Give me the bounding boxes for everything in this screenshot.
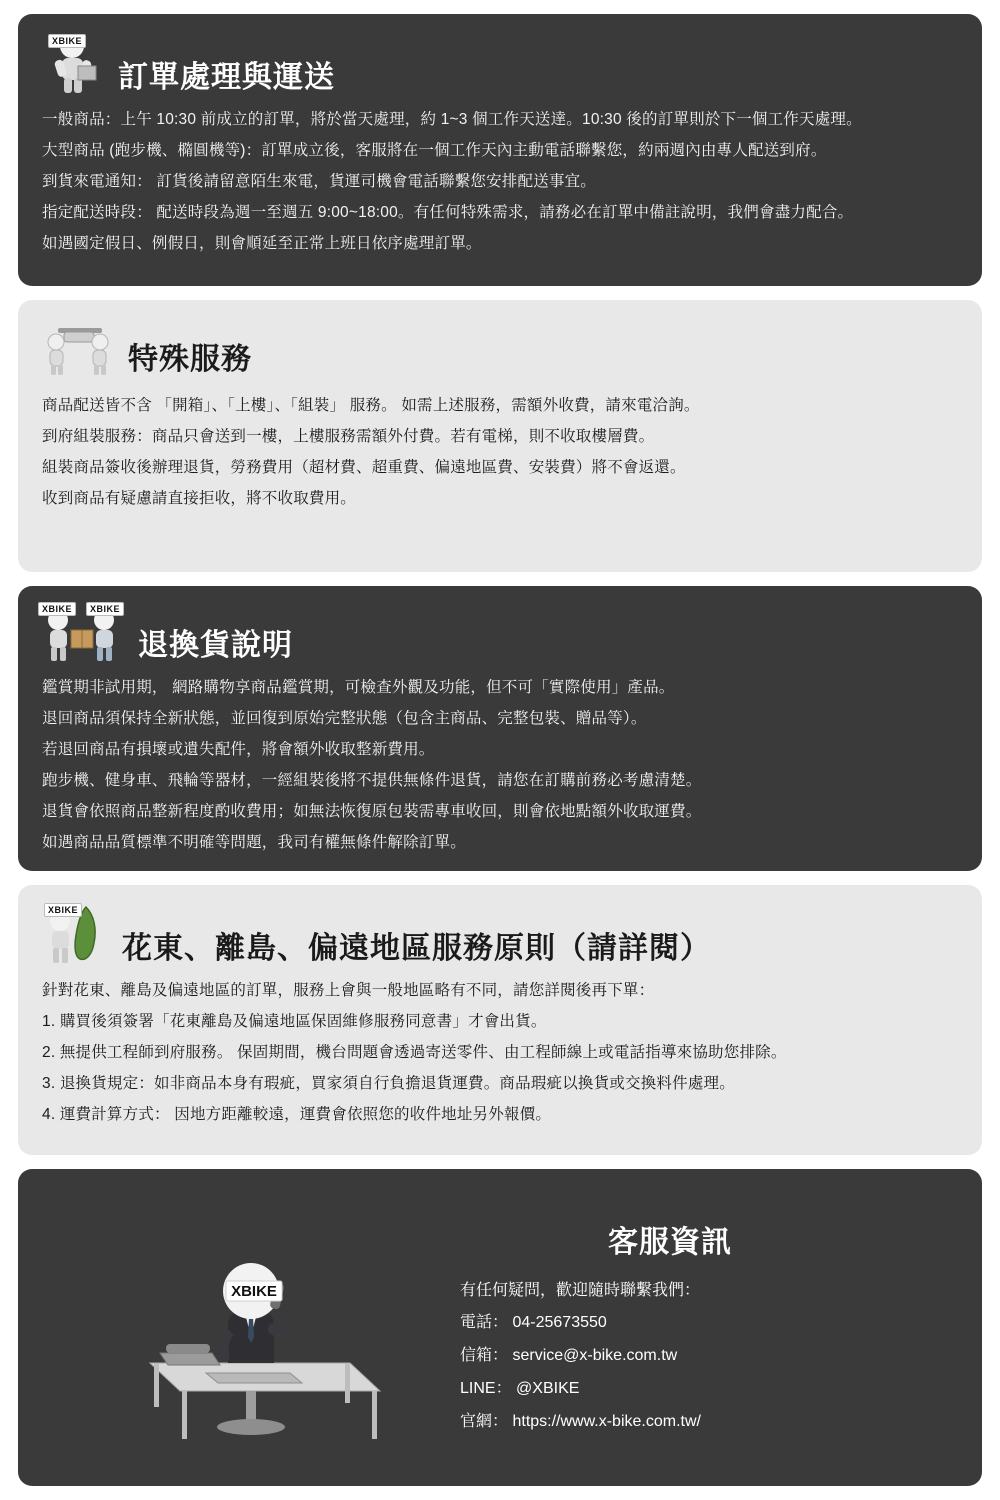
section-title: 訂單處理與運送: [118, 61, 335, 94]
contact-value: @XBIKE: [516, 1379, 580, 1397]
body-line: 大型商品 (跑步機、橢圓機等)：訂單成立後，客服將在一個工作天內主動電話聯繫您，約兩週內由專人配送到府。: [42, 142, 827, 159]
contact-row-website: [460, 1406, 880, 1439]
body-line: 退貨會依照商品整新程度酌收費用；如無法恢復原包裝需專車收回，則會依地點額外收取運費。: [42, 803, 702, 820]
body-line: 如遇國定假日、例假日，則會順延至正常上班日依序處理訂單。: [42, 235, 482, 252]
body-line: 一般商品：上午 10:30 前成立的訂單，將於當天處理，約 1~3 個工作天送達。10:30 後的訂單則於下一個工作天處理。: [42, 111, 862, 128]
section-header: [42, 318, 958, 376]
body-line: 針對花東、離島及偏遠地區的訂單，服務上會與一般地區略有不同，請您詳閱後再下單：: [42, 982, 655, 999]
section-title: 特殊服務: [128, 343, 252, 376]
body-line: 到府組裝服務：商品只會送到一樓，上樓服務需額外付費。若有電梯，則不收取樓層費。: [42, 428, 655, 445]
body-line: 1. 購買後須簽署「花東離島及偏遠地區保固維修服務同意書」才會出貨。: [42, 1013, 547, 1030]
contact-details: [460, 1217, 880, 1439]
section-title: 退換貨說明: [138, 629, 293, 662]
contact-value[interactable]: https://www.x-bike.com.tw/: [512, 1412, 701, 1430]
body-line: 若退回商品有損壞或遺失配件，將會額外收取整新費用。: [42, 741, 435, 758]
contact-value[interactable]: service@x-bike.com.tw: [512, 1347, 678, 1365]
section-remote-area: [18, 885, 982, 1155]
svg-text:XBIKE: XBIKE: [231, 1282, 277, 1300]
two-men-box-icon: [42, 604, 124, 662]
body-line: 到貨來電通知： 訂貨後請留意陌生來電，貨運司機會電話聯繫您安排配送事宜。: [42, 173, 597, 190]
body-line: 4. 運費計算方式： 因地方距離較遠，運費會依照您的收件地址另外報價。: [42, 1106, 552, 1123]
taiwan-map-icon: [42, 903, 108, 965]
section-header: [42, 903, 958, 965]
section-header: [42, 32, 958, 94]
section-contact: [18, 1169, 982, 1486]
section-body: [42, 975, 958, 1130]
body-line: 2. 無提供工程師到府服務。 保固期間，機台問題會透過寄送零件、由工程師線上或電話指導來協助您排除。: [42, 1044, 787, 1061]
section-body: [42, 390, 958, 514]
body-line: 如遇商品品質標準不明確等問題，我司有權無條件解除訂單。: [42, 834, 466, 851]
contact-label: 電話：: [460, 1314, 509, 1332]
contact-label: 信箱：: [460, 1347, 509, 1365]
brand-badge-secondary: XBIKE: [86, 602, 124, 616]
section-body: [42, 672, 958, 858]
section-title: 花東、離島、偏遠地區服務原則（請詳閱）: [122, 932, 711, 965]
section-shipping: [18, 14, 982, 286]
body-line: 收到商品有疑慮請直接拒收，將不收取費用。: [42, 490, 357, 507]
section-header: [42, 604, 958, 662]
section-special-service: [18, 300, 982, 572]
contact-label: 官網：: [460, 1412, 509, 1430]
contact-value: 04-25673550: [512, 1314, 607, 1332]
brand-badge: XBIKE: [48, 34, 86, 48]
body-line: 鑑賞期非試用期， 網路購物享商品鑑賞期，可檢查外觀及功能，但不可「實際使用」產品。: [42, 679, 675, 696]
contact-row-phone: [460, 1307, 880, 1340]
body-line: 商品配送皆不含 「開箱」、「上樓」、「組裝」 服務。 如需上述服務，需額外收費，請來電洽詢。: [42, 397, 700, 414]
contact-row-line: [460, 1373, 880, 1406]
contact-title: 客服資訊: [608, 1225, 732, 1259]
body-line: 3. 退換貨規定：如非商品本身有瑕疵，買家須自行負擔退貨運費。商品瑕疵以換貨或交換料件處理。: [42, 1075, 735, 1092]
section-return-policy: [18, 586, 982, 871]
body-line: 指定配送時段： 配送時段為週一至週五 9:00~18:00。有任何特殊需求，請務必在訂單中備註說明，我們會盡力配合。: [42, 204, 854, 221]
brand-badge: XBIKE: [38, 602, 76, 616]
contact-label: LINE：: [460, 1379, 512, 1397]
deliveryman-icon: [42, 32, 104, 94]
body-line: 退回商品須保持全新狀態，並回復到原始完整狀態（包含主商品、完整包裝、贈品等）。: [42, 710, 647, 727]
section-body: [42, 104, 958, 259]
treadmill-carry-icon: [42, 318, 114, 376]
body-line: 組裝商品簽收後辦理退貨，勞務費用（超材費、超重費、偏遠地區費、安裝費）將不會返還。: [42, 459, 686, 476]
contact-intro: 有任何疑問，歡迎隨時聯繫我們：: [460, 1281, 701, 1299]
brand-badge: XBIKE: [44, 903, 82, 917]
contact-row-email: [460, 1340, 880, 1373]
body-line: 跑步機、健身車、飛輪等器材，一經組裝後將不提供無條件退貨，請您在訂購前務必考慮清楚。: [42, 772, 702, 789]
customer-service-agent-icon: [120, 1213, 420, 1443]
